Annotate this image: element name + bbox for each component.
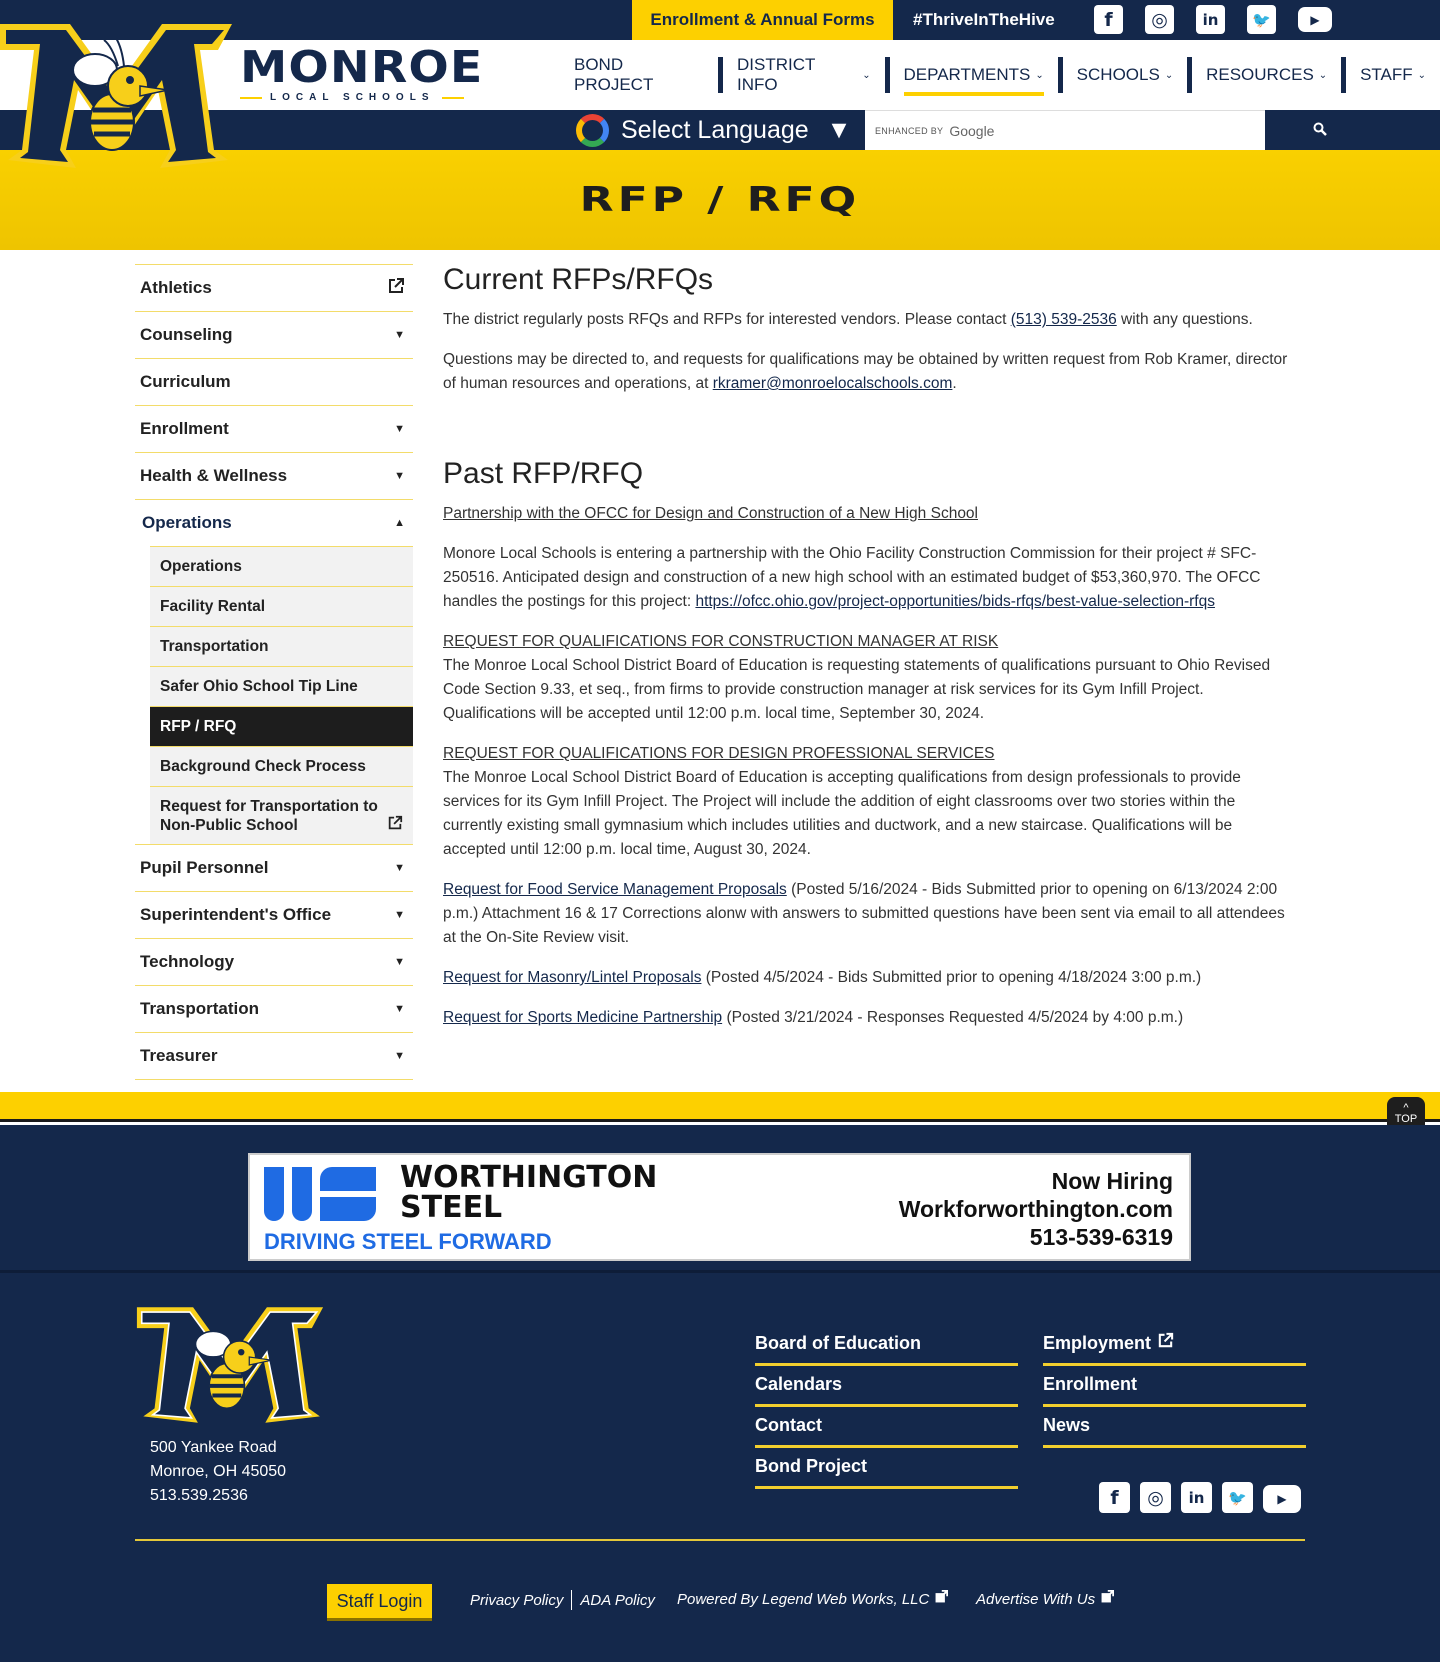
external-link-icon	[387, 815, 403, 836]
caret-down-icon[interactable]: ▼	[394, 956, 405, 968]
footer-link-contact[interactable]: Contact	[755, 1407, 1018, 1448]
sidebar-item-health-wellness[interactable]	[135, 452, 413, 499]
main-content	[443, 260, 1293, 1046]
sidebar-item-label: Curriculum	[140, 372, 231, 391]
spacer	[443, 412, 1293, 454]
policy-links	[470, 1590, 655, 1610]
footer-divider	[135, 1539, 1305, 1541]
dropdown-arrow-icon: ▼	[826, 115, 852, 144]
search-input[interactable]	[1000, 112, 1265, 150]
enhanced-by-label: ENHANCED BY	[875, 125, 944, 136]
privacy-policy-link[interactable]: Privacy Policy	[470, 1591, 564, 1609]
department-sidebar	[135, 264, 413, 1080]
instagram-icon[interactable]: ◎	[1145, 5, 1174, 34]
sports-medicine-link[interactable]: Request for Sports Medicine Partnership	[443, 1009, 723, 1026]
subitem-safer-ohio-tip-line[interactable]: Safer Ohio School Tip Line	[150, 666, 413, 706]
sidebar-item-label: Athletics	[140, 278, 212, 297]
subitem-background-check[interactable]: Background Check Process	[150, 746, 413, 786]
email-link[interactable]: rkramer@monroelocalschools.com	[712, 375, 953, 392]
twitter-icon[interactable]: 🐦	[1222, 1482, 1253, 1513]
brand-wordmark[interactable]	[240, 42, 495, 103]
external-link-icon	[387, 277, 405, 300]
monroe-hornet-logo[interactable]	[0, 10, 232, 172]
ad-company-line1: WORTHINGTON	[400, 1160, 658, 1195]
advertise-link[interactable]	[976, 1590, 1114, 1608]
nav-label: STAFF	[1360, 65, 1413, 84]
powered-by-link[interactable]	[677, 1590, 948, 1608]
ad-company-name	[400, 1160, 658, 1225]
sidebar-item-operations[interactable]	[135, 499, 413, 546]
caret-down-icon[interactable]: ▼	[394, 470, 405, 482]
ad-tagline: DRIVING STEEL FORWARD	[264, 1229, 552, 1254]
sports-medicine-entry	[443, 1006, 1293, 1030]
text: (Posted 3/21/2024 - Responses Requested 4/5/2024 by 4:00 p.m.)	[722, 1009, 1184, 1026]
address-city: Monroe, OH 45050	[150, 1463, 287, 1480]
staff-login-button[interactable]: Staff Login	[327, 1584, 432, 1621]
footer-link-news[interactable]: News	[1043, 1407, 1306, 1448]
ad-now-hiring: Now Hiring	[1051, 1168, 1173, 1194]
youtube-icon[interactable]: ▶	[1263, 1485, 1301, 1513]
nav-bond-project[interactable]	[560, 40, 718, 110]
food-service-link[interactable]: Request for Food Service Management Proposals	[443, 881, 787, 898]
text: Monore Local Schools is entering a partnership with the Ohio Facility Construction Commission for their project # SFC-250516. Anticipated design and construction of a new high school with an estimated budget of $53,360,970. The OFCC handles the postings for this project:	[443, 545, 1261, 610]
nav-label: RESOURCES	[1206, 65, 1314, 84]
powered-by-label: Powered By Legend Web Works, LLC	[677, 1590, 930, 1608]
footer-link-bond-project[interactable]: Bond Project	[755, 1448, 1018, 1489]
site-search	[865, 110, 1265, 150]
sidebar-item-label: Health & Wellness	[140, 466, 288, 485]
footer-phone[interactable]: 513.539.2536	[150, 1487, 248, 1504]
current-intro	[443, 308, 1293, 332]
operations-submenu	[150, 546, 413, 844]
sidebar-item-technology[interactable]	[135, 938, 413, 985]
footer-hornet-logo[interactable]	[135, 1296, 325, 1426]
sidebar-item-superintendent[interactable]	[135, 891, 413, 938]
ofcc-title	[443, 502, 1293, 526]
language-select[interactable]	[576, 110, 851, 150]
worthington-logo-icon	[264, 1167, 376, 1221]
caret-up-icon[interactable]: ▲	[394, 517, 405, 529]
chevron-up-icon: ^	[1403, 1102, 1409, 1114]
current-rfps-heading: Current RFPs/RFQs	[443, 263, 714, 296]
search-button[interactable]	[1265, 110, 1375, 150]
subitem-facility-rental[interactable]: Facility Rental	[150, 586, 413, 626]
sidebar-item-label: Transportation	[140, 999, 260, 1018]
ad-phone: 513-539-6319	[1029, 1224, 1173, 1250]
sidebar-item-label: Enrollment	[140, 419, 229, 438]
enrollment-forms-button[interactable]: Enrollment & Annual Forms	[632, 0, 893, 40]
page-title: RFP / RFQ	[579, 180, 861, 220]
past-rfp-heading: Past RFP/RFQ	[443, 457, 644, 490]
external-link-icon	[1100, 1590, 1114, 1608]
worthington-steel-ad[interactable]	[248, 1153, 1191, 1261]
text: The Monroe Local School District Board of Education is accepting qualifications from design professionals to provide services for its Gym Infill Project. The Project will include the addition of eight classrooms over two stories within the currently existing small gymnasium which includes utilities and ductwork, and a new staircase. Qualifications will be accepted until 12:00 p.m. local time, August 30, 2024.	[443, 769, 1241, 858]
nav-schools[interactable]	[1063, 40, 1188, 110]
footer-link-enrollment[interactable]: Enrollment	[1043, 1366, 1306, 1407]
sidebar-item-label: Technology	[140, 952, 235, 971]
sidebar-item-treasurer[interactable]	[135, 1032, 413, 1079]
sidebar-item-label: Operations	[142, 513, 232, 532]
text: .	[952, 375, 957, 392]
design-professional-entry	[443, 742, 1293, 862]
sidebar-item-counseling[interactable]	[135, 311, 413, 358]
advertise-label: Advertise With Us	[976, 1590, 1096, 1608]
brand-subtitle: LOCAL SCHOOLS	[240, 92, 495, 103]
nav-staff[interactable]	[1346, 40, 1440, 110]
primary-nav	[560, 40, 1440, 110]
sidebar-item-transportation[interactable]	[135, 985, 413, 1032]
ad-company-line2: STEEL	[400, 1190, 503, 1225]
nav-label: SCHOOLS	[1076, 65, 1160, 84]
masonry-lintel-link[interactable]: Request for Masonry/Lintel Proposals	[443, 969, 702, 986]
text: (Posted 4/5/2024 - Bids Submitted prior to opening 4/18/2024 3:00 p.m.)	[701, 969, 1202, 986]
footer-link-employment[interactable]	[1043, 1325, 1306, 1366]
address-street: 500 Yankee Road	[150, 1439, 277, 1456]
footer-link-board-of-education[interactable]: Board of Education	[755, 1325, 1018, 1366]
brand-name: MONROE	[240, 42, 484, 93]
text: The district regularly posts RFQs and RFPs for interested vendors. Please contact	[443, 311, 1011, 328]
caret-down-icon[interactable]: ▼	[394, 1050, 405, 1062]
current-contact	[443, 348, 1293, 396]
chevron-down-icon: ⌄	[1035, 69, 1044, 81]
sidebar-item-athletics[interactable]	[135, 264, 413, 311]
text: Questions may be directed to, and requests for qualifications may be obtained by written request from Rob Kramer, director of human resources and operations, at	[443, 351, 1288, 392]
linkedin-icon[interactable]: in	[1196, 5, 1225, 34]
nav-label: DISTRICT INFO	[736, 55, 816, 94]
linkedin-icon[interactable]: in	[1181, 1482, 1212, 1513]
masonry-entry	[443, 966, 1293, 990]
ofcc-partnership-link[interactable]: Partnership with the OFCC for Design and Construction of a New High School	[443, 505, 978, 522]
chevron-down-icon: ⌄	[862, 69, 871, 81]
nav-label: DEPARTMENTS	[903, 65, 1031, 84]
text: with any questions.	[1116, 311, 1253, 328]
google-label: Google	[949, 122, 995, 139]
footer-link-calendars[interactable]: Calendars	[755, 1366, 1018, 1407]
sidebar-item-label: Treasurer	[140, 1046, 218, 1065]
cm-at-risk-link[interactable]: REQUEST FOR QUALIFICATIONS FOR CONSTRUCTION MANAGER AT RISK	[443, 633, 999, 650]
facebook-icon[interactable]: f	[1094, 5, 1123, 34]
text: The Monroe Local School District Board of Education is requesting statements of qualifications pursuant to Ohio Revised Code Section 9.33, et seq., from firms to provide construction manager at risk services for its Gym Infill Project. Qualifications will be accepted until 12:00 p.m. local time, September 30, 2024.	[443, 657, 1271, 722]
footer-gold-strip	[0, 1092, 1440, 1122]
sidebar-item-label: Superintendent's Office	[140, 905, 332, 924]
ad-contact	[899, 1167, 1173, 1251]
subitem-rfp-rfq[interactable]: RFP / RFQ	[150, 706, 413, 746]
ada-policy-link[interactable]: ADA Policy	[580, 1591, 655, 1609]
twitter-icon[interactable]: 🐦	[1247, 5, 1276, 34]
youtube-icon[interactable]: ▶	[1298, 7, 1332, 32]
text: (Posted 5/16/2024 - Bids Submitted prior to opening on 6/13/2024 2:00 p.m.) Attachment 16 & 17 Corrections alonw with answers to submitted questions have been sent via email to all attendees at the On-Site Review visit.	[443, 881, 1285, 946]
nav-label: BOND PROJECT	[574, 55, 654, 94]
subitem-transportation[interactable]: Transportation	[150, 626, 413, 666]
caret-down-icon[interactable]: ▼	[394, 1003, 405, 1015]
nav-departments[interactable]	[890, 40, 1058, 110]
chevron-down-icon: ⌄	[1164, 69, 1174, 81]
subitem-label: Request for Transportation to Non-Public School	[160, 797, 378, 834]
footer-social-links	[1099, 1482, 1301, 1513]
sidebar-bottom-rule	[135, 1079, 413, 1080]
top-label: TOP	[1394, 1113, 1418, 1125]
ad-website: Workforworthington.com	[898, 1196, 1173, 1222]
subitem-operations[interactable]: Operations	[150, 546, 413, 586]
footer-address	[150, 1436, 286, 1508]
caret-down-icon[interactable]: ▼	[394, 423, 405, 435]
sidebar-item-curriculum[interactable]	[135, 358, 413, 405]
instagram-icon[interactable]: ◎	[1140, 1482, 1171, 1513]
chevron-down-icon: ⌄	[1318, 69, 1328, 81]
caret-down-icon[interactable]: ▼	[394, 862, 405, 874]
google-g-icon	[576, 114, 609, 147]
facebook-icon[interactable]: f	[1099, 1482, 1130, 1513]
search-icon	[1313, 122, 1327, 139]
cm-at-risk-entry	[443, 630, 1293, 726]
design-professional-link[interactable]: REQUEST FOR QUALIFICATIONS FOR DESIGN PROFESSIONAL SERVICES	[443, 745, 995, 762]
header-social-links	[1094, 5, 1332, 34]
external-link-icon	[934, 1590, 948, 1608]
footer-link-label: Employment	[1043, 1332, 1152, 1353]
subitem-transportation-non-public[interactable]	[150, 786, 413, 844]
nav-district-info[interactable]	[723, 40, 885, 110]
sidebar-item-pupil-personnel[interactable]	[135, 844, 413, 891]
thrive-hashtag-link[interactable]: #ThriveInTheHive	[913, 10, 1055, 29]
sidebar-item-label: Counseling	[140, 325, 233, 344]
sidebar-item-enrollment[interactable]	[135, 405, 413, 452]
language-select-label: Select Language	[621, 115, 809, 144]
food-service-entry	[443, 878, 1293, 950]
ofcc-description	[443, 542, 1293, 614]
phone-link[interactable]: (513) 539-2536	[1010, 311, 1117, 328]
sidebar-item-label: Pupil Personnel	[140, 858, 269, 877]
caret-down-icon[interactable]: ▼	[394, 329, 405, 341]
external-link-icon	[1157, 1332, 1174, 1354]
separator	[571, 1590, 572, 1610]
chevron-down-icon: ⌄	[1417, 69, 1427, 81]
nav-resources[interactable]	[1192, 40, 1341, 110]
ofcc-url-link[interactable]: https://ofcc.ohio.gov/project-opportunities/bids-rfqs/best-value-selection-rfqs	[695, 593, 1215, 610]
caret-down-icon[interactable]: ▼	[394, 909, 405, 921]
footer-quick-links	[755, 1325, 1306, 1489]
